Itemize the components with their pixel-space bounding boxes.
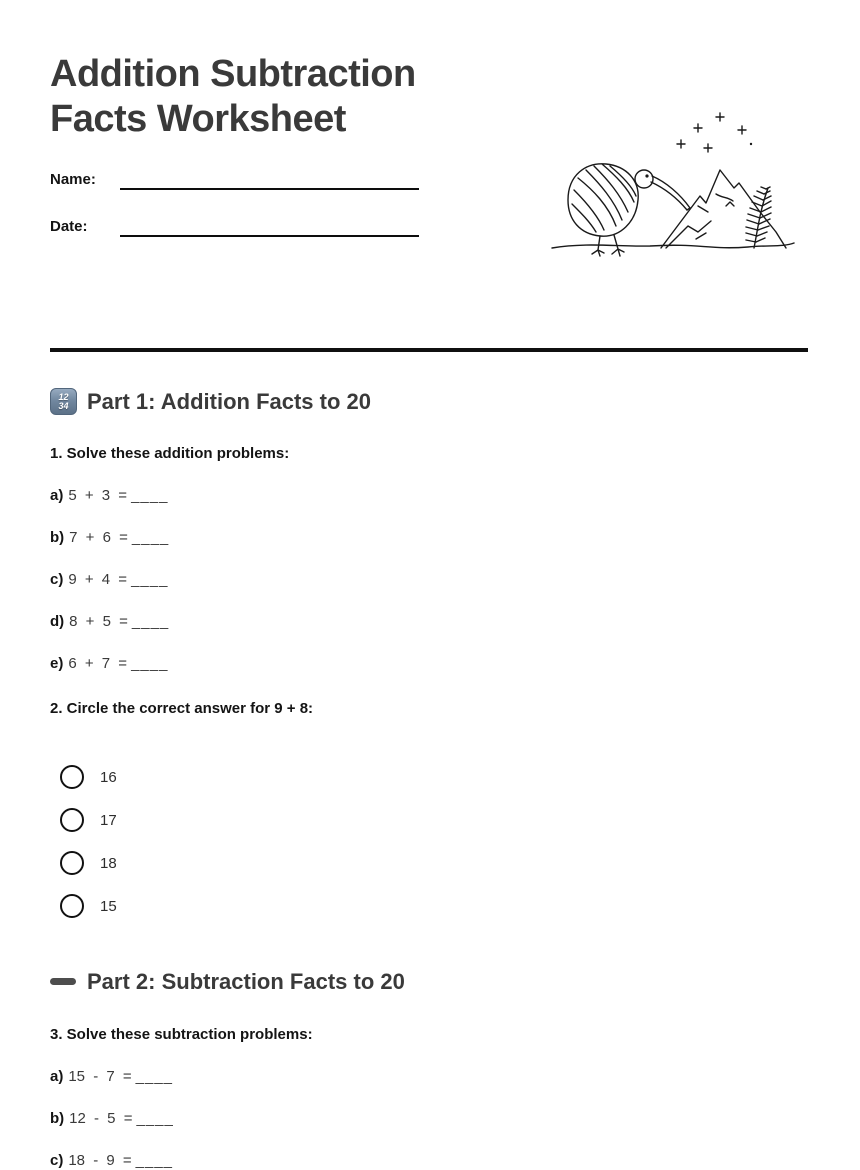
fern [746,187,771,248]
question-2-text: 2. Circle the correct answer for 9 + 8: [50,700,314,717]
input-numbers-icon-top: 12 [58,391,69,402]
addition-problem-row [50,613,808,631]
problem-equation: 12 - 5 = [69,1110,133,1127]
addition-problem-row [50,487,808,505]
part1-heading-row [50,388,808,415]
option-label: 18 [100,854,117,872]
problem-letter: b) [50,529,65,546]
question-3-text: 3. Solve these subtraction problems: [50,1026,313,1043]
addition-problems-list [50,487,808,673]
worksheet-title: Addition Subtraction Facts Worksheet [50,53,416,140]
part1-heading: Part 1: Addition Facts to 20 [87,389,372,414]
date-label: Date: [50,218,88,235]
ground-line [552,243,794,248]
section-divider [50,348,808,352]
problem-equation: 18 - 9 = [68,1152,132,1169]
option-label: 15 [100,897,117,915]
answer-blank[interactable]: ____ [136,1110,174,1127]
answer-option-row [50,851,808,875]
problem-letter: d) [50,613,65,630]
radio-circle[interactable] [60,894,84,918]
problem-equation: 7 + 6 = [69,529,128,546]
kiwi-illustration [548,100,798,258]
problem-letter: e) [50,655,64,672]
answer-blank[interactable]: ____ [135,1152,174,1169]
name-input-line[interactable] [120,168,419,190]
answer-blank[interactable]: ____ [131,529,170,546]
radio-circle[interactable] [60,851,84,875]
problem-equation: 6 + 7 = [68,655,128,672]
name-label: Name: [50,171,96,188]
answer-option-row [50,894,808,918]
minus-icon [50,968,77,995]
option-label: 17 [100,811,117,829]
question-1-text: 1. Solve these addition problems: [50,445,290,462]
answer-options-list [50,765,808,918]
sparkles-icon [677,113,752,152]
date-input-line[interactable] [120,215,419,237]
radio-circle[interactable] [60,765,84,789]
subtraction-problem-row [50,1068,808,1086]
addition-problem-row [50,529,808,547]
part2-heading-row [50,968,808,995]
answer-option-row [50,808,808,832]
answer-blank[interactable]: ____ [131,487,169,504]
answer-blank[interactable]: ____ [131,655,169,672]
option-label: 16 [100,768,117,786]
problem-equation: 9 + 4 = [68,571,128,588]
addition-problem-row [50,571,808,589]
subtraction-problem-row [50,1110,808,1128]
subtraction-problems-list [50,1068,808,1170]
input-numbers-icon [50,388,77,415]
input-numbers-icon-bottom: 34 [58,400,69,411]
subtraction-problem-row [50,1152,808,1170]
problem-equation: 15 - 7 = [68,1068,132,1085]
addition-problem-row [50,655,808,673]
part2-heading: Part 2: Subtraction Facts to 20 [87,969,405,994]
problem-letter: c) [50,571,64,588]
answer-blank[interactable]: ____ [135,1068,174,1085]
answer-option-row [50,765,808,789]
problem-equation: 5 + 3 = [68,487,128,504]
answer-blank[interactable]: ____ [131,571,169,588]
problem-letter: b) [50,1110,65,1127]
problem-equation: 8 + 5 = [69,613,128,630]
radio-circle[interactable] [60,808,84,832]
problem-letter: a) [50,487,64,504]
problem-letter: a) [50,1068,64,1085]
answer-blank[interactable]: ____ [131,613,170,630]
problem-letter: c) [50,1152,64,1169]
